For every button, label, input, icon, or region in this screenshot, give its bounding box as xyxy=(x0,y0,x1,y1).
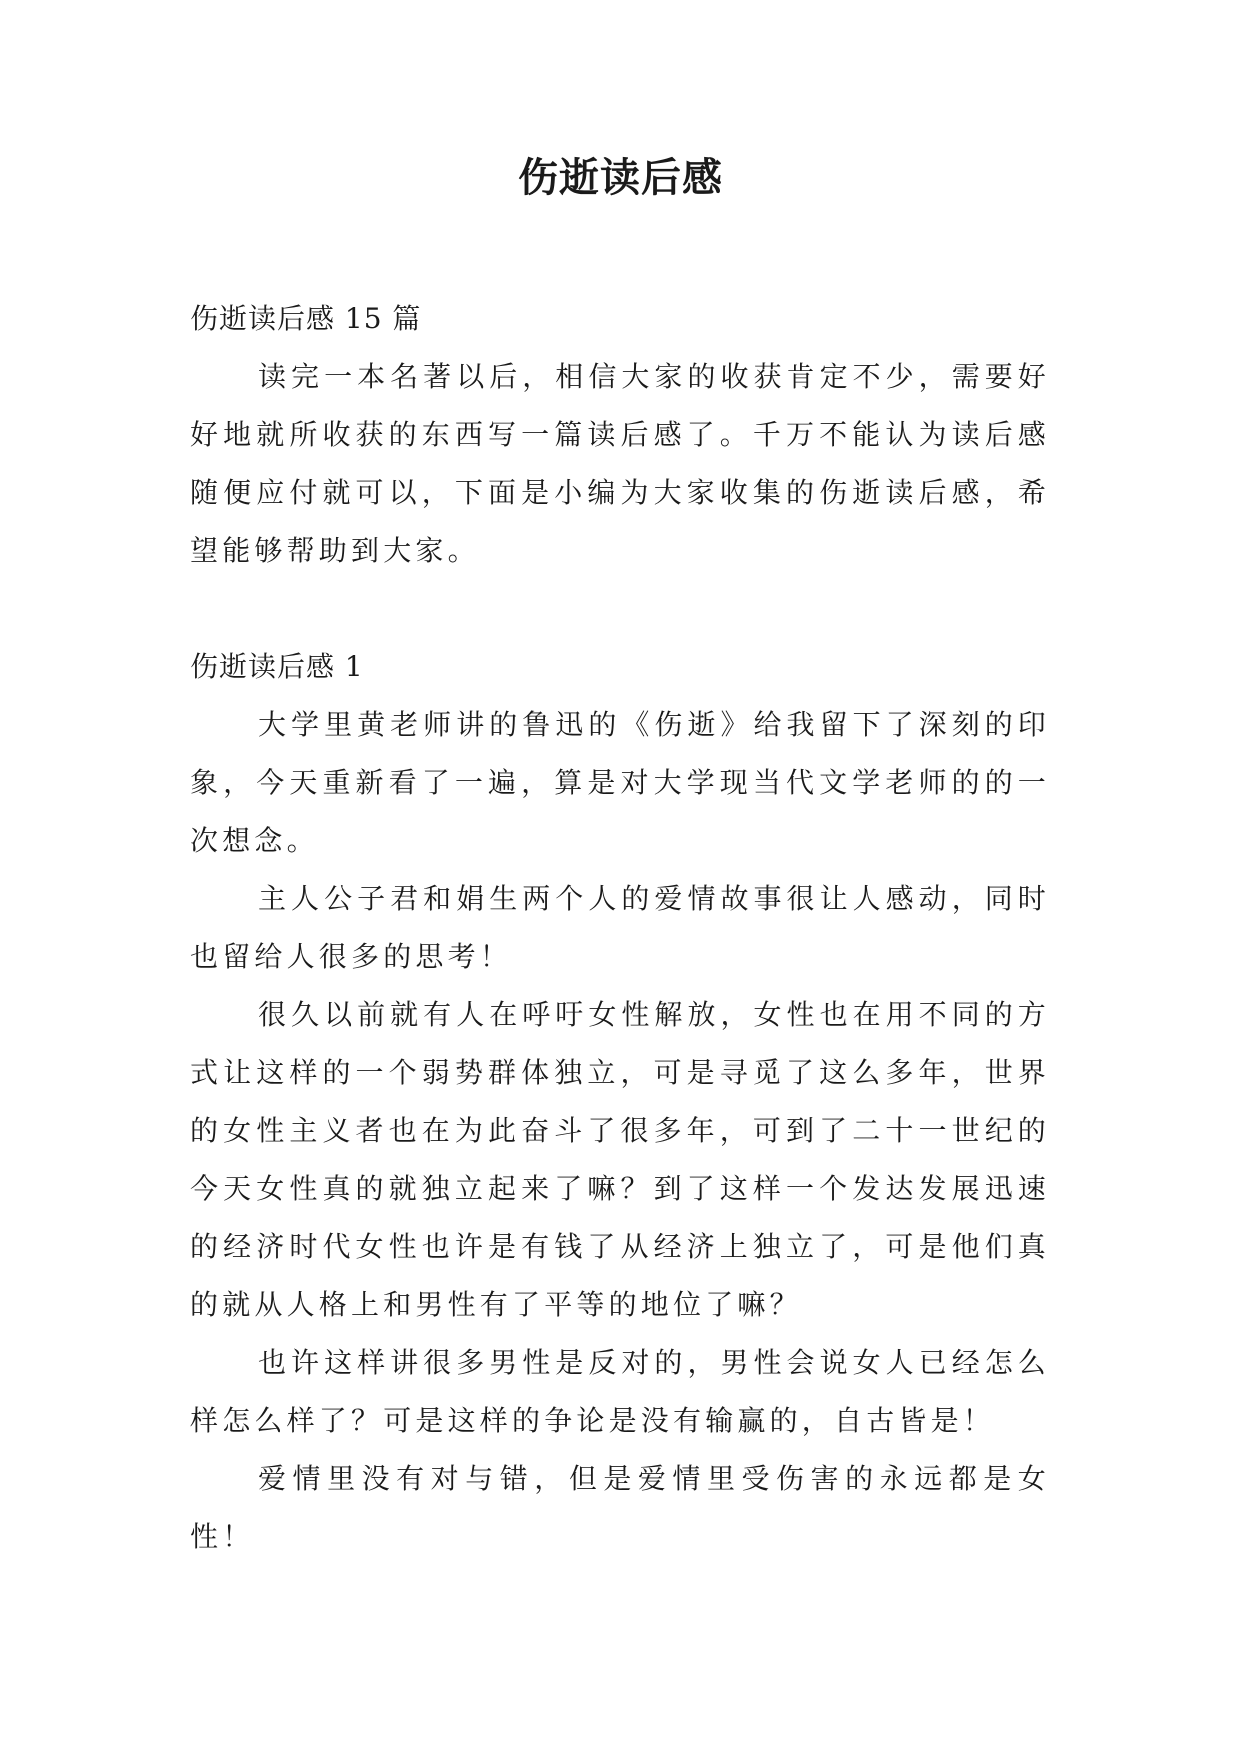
essay-paragraph: 大学里黄老师讲的鲁迅的《伤逝》给我留下了深刻的印象，今天重新看了一遍，算是对大学现当代文学老师的的一次想念。 xyxy=(190,708,1050,857)
section-heading-essay-1: 伤逝读后感 1 xyxy=(190,650,364,683)
document-body xyxy=(190,290,1050,1566)
document-title: 伤逝读后感 xyxy=(518,155,723,201)
essay-paragraph: 主人公子君和娟生两个人的爱情故事很让人感动，同时也留给人很多的思考！ xyxy=(190,882,1050,973)
section-heading-collection: 伤逝读后感 15 篇 xyxy=(190,302,422,335)
essay-paragraph: 爱情里没有对与错，但是爱情里受伤害的永远都是女性！ xyxy=(190,1462,1050,1553)
intro-paragraph: 读完一本名著以后，相信大家的收获肯定不少，需要好好地就所收获的东西写一篇读后感了。千万不能认为读后感随便应付就可以，下面是小编为大家收集的伤逝读后感，希望能够帮助到大家。 xyxy=(190,360,1050,567)
essay-paragraph: 很久以前就有人在呼吁女性解放，女性也在用不同的方式让这样的一个弱势群体独立，可是寻觅了这么多年，世界的女性主义者也在为此奋斗了很多年，可到了二十一世纪的今天女性真的就独立起来了嘛？到了这样一个发达发展迅速的经济时代女性也许是有钱了从经济上独立了，可是他们真的就从人格上和男性有了平等的地位了嘛？ xyxy=(190,998,1050,1321)
essay-paragraph: 也许这样讲很多男性是反对的，男性会说女人已经怎么样怎么样了？可是这样的争论是没有输赢的，自古皆是！ xyxy=(190,1346,1050,1437)
